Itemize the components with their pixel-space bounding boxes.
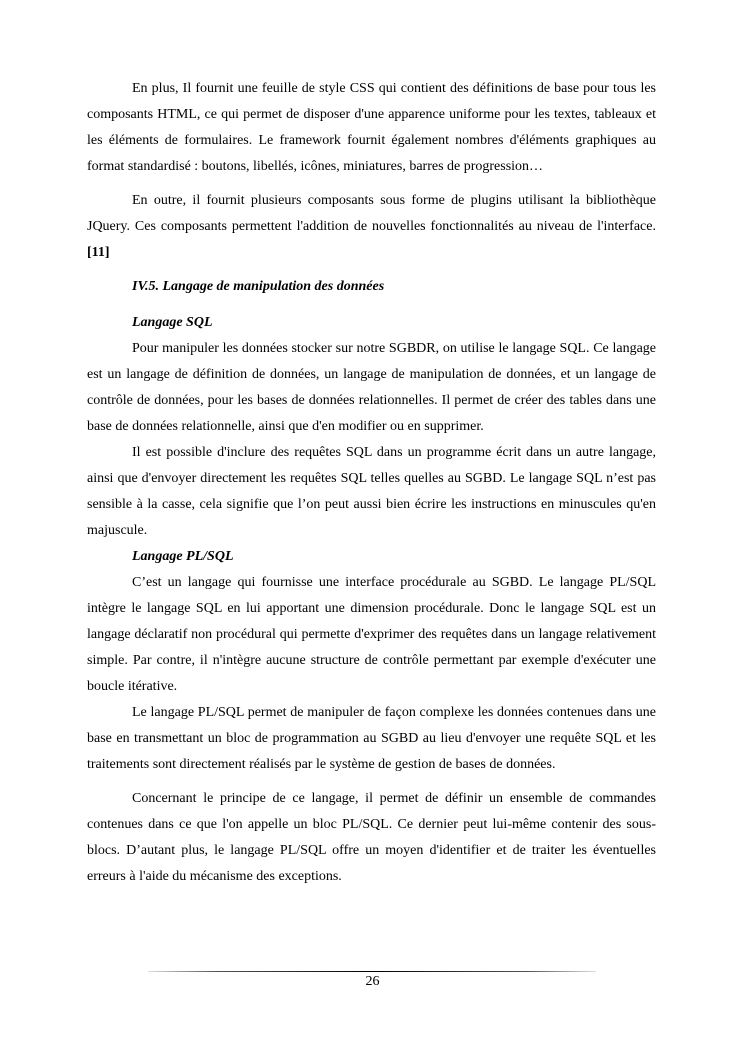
paragraph-jquery-plugins [87, 188, 656, 266]
paragraph-jquery-text: En outre, il fournit plusieurs composants sous forme de plugins utilisant la bibliothèque JQuery. Ces composants permettent l'addition de nouvelles fonctionnalités au niveau de l'interface. [87, 193, 656, 234]
subheading-sql: Langage SQL [132, 315, 213, 330]
subheading-plsql: Langage PL/SQL [132, 549, 234, 564]
paragraph-plsql-definition: C’est un langage qui fournisse une interface procédurale au SGBD. Le langage PL/SQL intègre le langage SQL en lui apportant une dimension procédurale. Donc le langage SQL est un langage déclaratif non procédural qui permette d'exprimer des requêtes dans un langage relativement simple. Par contre, il n'intègre aucune structure de contrôle permettant par exemple d'exécuter une boucle itérative. [87, 575, 656, 694]
page-number: 26 [365, 974, 380, 989]
footer-divider [148, 971, 596, 972]
paragraph-sql-definition: Pour manipuler les données stocker sur notre SGBDR, on utilise le langage SQL. Ce langage est un langage de définition de données, un langage de manipulation de données, et un langage de contrôle de données, pour les bases de données relationnelles. Il permet de créer des tables dans une base de données relationnelle, ainsi que d'en modifier ou en supprimer. [87, 341, 656, 434]
section-heading: IV.5. Langage de manipulation des données [132, 279, 385, 294]
paragraph-plsql-manipulation: Le langage PL/SQL permet de manipuler de façon complexe les données contenues dans une base en transmettant un bloc de programmation au SGBD au lieu d'envoyer une requête SQL et les traitements sont directement réalisés par le système de gestion de bases de données. [87, 705, 656, 772]
paragraph-css-features: En plus, Il fournit une feuille de style CSS qui contient des définitions de base pour tous les composants HTML, ce qui permet de disposer d'une apparence uniforme pour les textes, tableaux et les éléments de formulaires. Le framework fournit également nombres d'éléments graphiques au format standardisé : boutons, libellés, icônes, miniatures, barres de progression… [87, 81, 656, 174]
paragraph-plsql-principle: Concernant le principe de ce langage, il permet de définir un ensemble de commandes contenues dans ce que l'on appelle un bloc PL/SQL. Ce dernier peut lui-même contenir des sous-blocs. D’autant plus, le langage PL/SQL offre un moyen d'identifier et de traiter les éventuelles erreurs à l'aide du mécanisme des exceptions. [87, 791, 656, 884]
paragraph-sql-usage: Il est possible d'inclure des requêtes SQL dans un programme écrit dans un autre langage, ainsi que d'envoyer directement les requêtes SQL telles quelles au SGBD. Le langage SQL n’est pas sensible à la casse, cela signifie que l’on peut aussi bien écrire les instructions en minuscules qu'en majuscule. [87, 445, 656, 538]
document-body [87, 76, 656, 890]
citation-reference: [11] [87, 245, 110, 260]
